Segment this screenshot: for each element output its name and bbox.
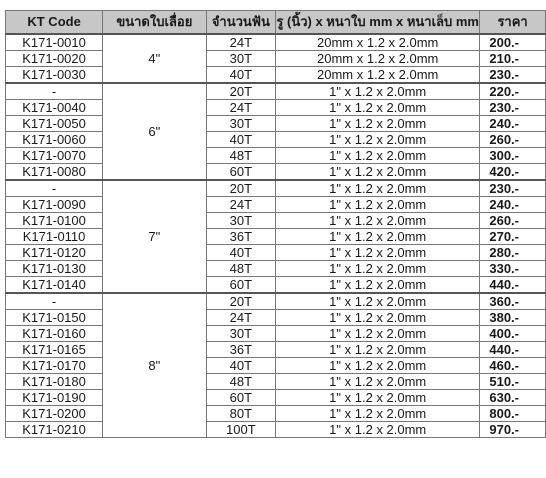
code-cell: - xyxy=(6,180,103,197)
blade-size-cell: 6" xyxy=(103,83,206,180)
header-code: KT Code xyxy=(6,11,103,35)
table-row xyxy=(6,83,546,100)
spec-cell: 1" x 1.2 x 2.0mm xyxy=(276,390,480,406)
table-row xyxy=(6,213,546,229)
spec-cell: 1" x 1.2 x 2.0mm xyxy=(276,326,480,342)
code-cell: K171-0020 xyxy=(6,51,103,67)
spec-cell: 1" x 1.2 x 2.0mm xyxy=(276,116,480,132)
price-cell: 200.- xyxy=(480,34,546,51)
spec-cell: 1" x 1.2 x 2.0mm xyxy=(276,213,480,229)
header-blade-size: ขนาดใบเลื่อย xyxy=(103,11,206,35)
spec-cell: 1" x 1.2 x 2.0mm xyxy=(276,245,480,261)
code-cell: K171-0100 xyxy=(6,213,103,229)
code-cell: K171-0070 xyxy=(6,148,103,164)
teeth-cell: 40T xyxy=(206,132,276,148)
code-cell: K171-0140 xyxy=(6,277,103,294)
spec-cell: 20mm x 1.2 x 2.0mm xyxy=(276,51,480,67)
teeth-cell: 40T xyxy=(206,67,276,84)
spec-cell: 1" x 1.2 x 2.0mm xyxy=(276,180,480,197)
price-cell: 220.- xyxy=(480,83,546,100)
spec-cell: 1" x 1.2 x 2.0mm xyxy=(276,406,480,422)
spec-cell: 1" x 1.2 x 2.0mm xyxy=(276,310,480,326)
code-cell: K171-0165 xyxy=(6,342,103,358)
price-cell: 300.- xyxy=(480,148,546,164)
code-cell: K171-0010 xyxy=(6,34,103,51)
spec-cell: 1" x 1.2 x 2.0mm xyxy=(276,422,480,438)
spec-cell: 1" x 1.2 x 2.0mm xyxy=(276,197,480,213)
price-cell: 270.- xyxy=(480,229,546,245)
code-cell: K171-0210 xyxy=(6,422,103,438)
teeth-cell: 20T xyxy=(206,293,276,310)
price-cell: 400.- xyxy=(480,326,546,342)
teeth-cell: 30T xyxy=(206,51,276,67)
spec-cell: 1" x 1.2 x 2.0mm xyxy=(276,148,480,164)
code-cell: K171-0080 xyxy=(6,164,103,181)
size-group xyxy=(6,180,546,293)
code-cell: K171-0040 xyxy=(6,100,103,116)
table-row xyxy=(6,51,546,67)
size-group xyxy=(6,34,546,83)
table-row xyxy=(6,229,546,245)
teeth-cell: 30T xyxy=(206,213,276,229)
code-cell: K171-0090 xyxy=(6,197,103,213)
price-cell: 240.- xyxy=(480,197,546,213)
table-row xyxy=(6,116,546,132)
header-teeth: จำนวนฟัน xyxy=(206,11,276,35)
price-cell: 380.- xyxy=(480,310,546,326)
price-cell: 970.- xyxy=(480,422,546,438)
price-table xyxy=(5,10,546,438)
price-cell: 280.- xyxy=(480,245,546,261)
code-cell: K171-0180 xyxy=(6,374,103,390)
price-cell: 630.- xyxy=(480,390,546,406)
table-row xyxy=(6,245,546,261)
table-row xyxy=(6,148,546,164)
spec-cell: 1" x 1.2 x 2.0mm xyxy=(276,358,480,374)
spec-cell: 1" x 1.2 x 2.0mm xyxy=(276,261,480,277)
code-cell: K171-0050 xyxy=(6,116,103,132)
teeth-cell: 40T xyxy=(206,245,276,261)
price-list-container xyxy=(5,10,546,438)
code-cell: K171-0030 xyxy=(6,67,103,84)
table-row xyxy=(6,132,546,148)
teeth-cell: 20T xyxy=(206,83,276,100)
table-row xyxy=(6,342,546,358)
teeth-cell: 24T xyxy=(206,34,276,51)
table-row xyxy=(6,277,546,294)
price-cell: 460.- xyxy=(480,358,546,374)
table-row xyxy=(6,100,546,116)
price-cell: 360.- xyxy=(480,293,546,310)
code-cell: K171-0170 xyxy=(6,358,103,374)
price-cell: 230.- xyxy=(480,180,546,197)
table-row xyxy=(6,293,546,310)
price-cell: 800.- xyxy=(480,406,546,422)
teeth-cell: 30T xyxy=(206,326,276,342)
code-cell: K171-0130 xyxy=(6,261,103,277)
teeth-cell: 36T xyxy=(206,229,276,245)
price-cell: 330.- xyxy=(480,261,546,277)
teeth-cell: 48T xyxy=(206,261,276,277)
table-row xyxy=(6,406,546,422)
teeth-cell: 60T xyxy=(206,277,276,294)
teeth-cell: 24T xyxy=(206,310,276,326)
teeth-cell: 48T xyxy=(206,148,276,164)
price-cell: 510.- xyxy=(480,374,546,390)
table-row xyxy=(6,164,546,181)
code-cell: - xyxy=(6,293,103,310)
table-row xyxy=(6,67,546,84)
size-group xyxy=(6,83,546,180)
code-cell: - xyxy=(6,83,103,100)
price-cell: 210.- xyxy=(480,51,546,67)
price-cell: 240.- xyxy=(480,116,546,132)
spec-cell: 1" x 1.2 x 2.0mm xyxy=(276,100,480,116)
teeth-cell: 30T xyxy=(206,116,276,132)
header-price: ราคา xyxy=(480,11,546,35)
size-group xyxy=(6,293,546,438)
price-cell: 420.- xyxy=(480,164,546,181)
code-cell: K171-0200 xyxy=(6,406,103,422)
teeth-cell: 40T xyxy=(206,358,276,374)
table-row xyxy=(6,310,546,326)
code-cell: K171-0060 xyxy=(6,132,103,148)
table-row xyxy=(6,374,546,390)
code-cell: K171-0150 xyxy=(6,310,103,326)
teeth-cell: 48T xyxy=(206,374,276,390)
table-header xyxy=(6,11,546,35)
teeth-cell: 20T xyxy=(206,180,276,197)
code-cell: K171-0120 xyxy=(6,245,103,261)
spec-cell: 1" x 1.2 x 2.0mm xyxy=(276,83,480,100)
table-row xyxy=(6,390,546,406)
table-row xyxy=(6,358,546,374)
table-row xyxy=(6,326,546,342)
teeth-cell: 60T xyxy=(206,164,276,181)
table-row xyxy=(6,197,546,213)
blade-size-cell: 4" xyxy=(103,34,206,83)
teeth-cell: 100T xyxy=(206,422,276,438)
table-row xyxy=(6,34,546,51)
teeth-cell: 24T xyxy=(206,100,276,116)
price-cell: 230.- xyxy=(480,100,546,116)
price-cell: 260.- xyxy=(480,213,546,229)
spec-cell: 1" x 1.2 x 2.0mm xyxy=(276,277,480,294)
teeth-cell: 36T xyxy=(206,342,276,358)
blade-size-cell: 8" xyxy=(103,293,206,438)
spec-cell: 1" x 1.2 x 2.0mm xyxy=(276,293,480,310)
header-spec: รู (นิ้ว) x หนาใบ mm x หนาเล็บ mm xyxy=(276,11,480,35)
table-row xyxy=(6,261,546,277)
teeth-cell: 60T xyxy=(206,390,276,406)
code-cell: K171-0160 xyxy=(6,326,103,342)
spec-cell: 1" x 1.2 x 2.0mm xyxy=(276,229,480,245)
blade-size-cell: 7" xyxy=(103,180,206,293)
spec-cell: 1" x 1.2 x 2.0mm xyxy=(276,374,480,390)
header-row xyxy=(6,11,546,35)
table-row xyxy=(6,422,546,438)
price-cell: 440.- xyxy=(480,342,546,358)
table-row xyxy=(6,180,546,197)
spec-cell: 1" x 1.2 x 2.0mm xyxy=(276,342,480,358)
teeth-cell: 24T xyxy=(206,197,276,213)
code-cell: K171-0110 xyxy=(6,229,103,245)
price-cell: 440.- xyxy=(480,277,546,294)
spec-cell: 20mm x 1.2 x 2.0mm xyxy=(276,67,480,84)
spec-cell: 1" x 1.2 x 2.0mm xyxy=(276,132,480,148)
price-cell: 230.- xyxy=(480,67,546,84)
code-cell: K171-0190 xyxy=(6,390,103,406)
price-cell: 260.- xyxy=(480,132,546,148)
spec-cell: 20mm x 1.2 x 2.0mm xyxy=(276,34,480,51)
spec-cell: 1" x 1.2 x 2.0mm xyxy=(276,164,480,181)
teeth-cell: 80T xyxy=(206,406,276,422)
